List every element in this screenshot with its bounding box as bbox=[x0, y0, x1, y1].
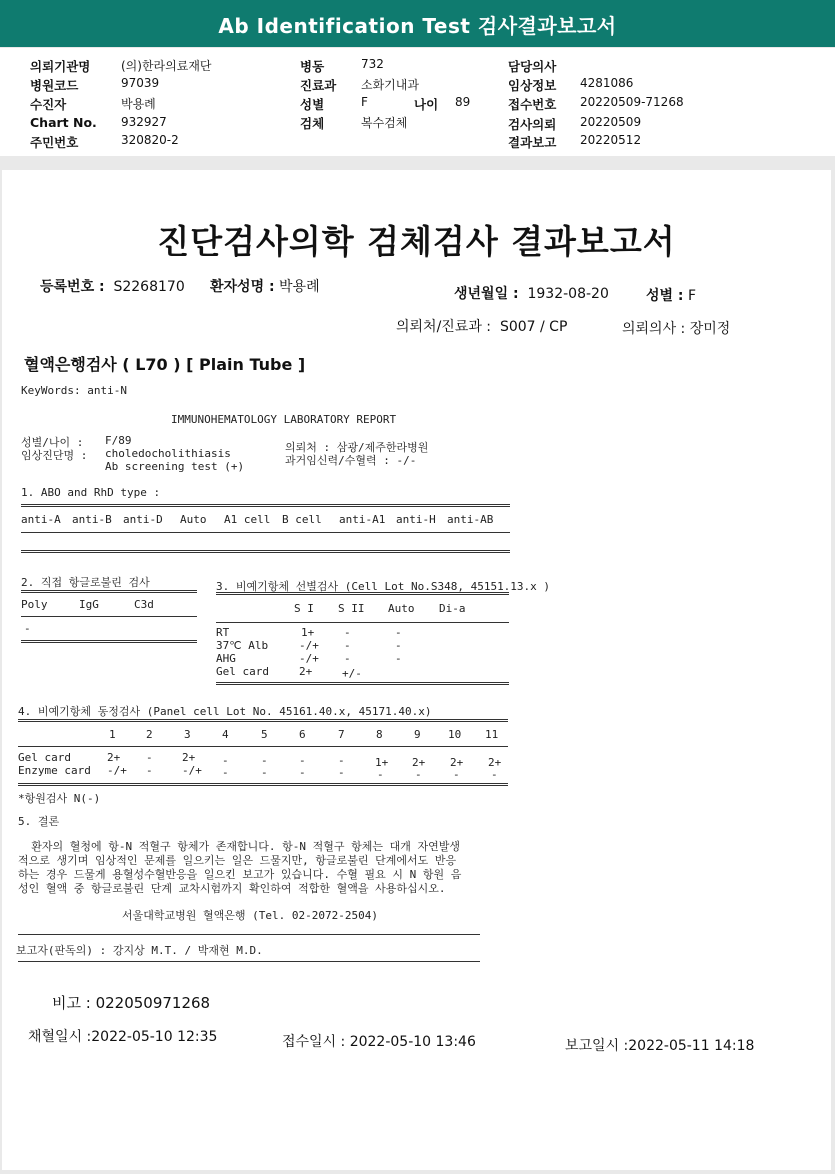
request-dept-label: 의뢰처/진료과 : bbox=[396, 319, 492, 335]
panel-row-label: Gel card bbox=[18, 751, 71, 764]
patient-sex-value: F bbox=[687, 288, 697, 304]
section-4-title: 4. 비예기항체 동정검사 (Panel cell Lot No. 45161.40.x, 45171.40.x) bbox=[18, 705, 432, 718]
birth-date-value: 1932-08-20 bbox=[527, 286, 609, 302]
info-value: 복수검체 bbox=[361, 116, 408, 130]
panel-col: 2 bbox=[146, 728, 153, 741]
birth-date bbox=[454, 283, 609, 303]
divider bbox=[21, 550, 510, 553]
conclusion-line: 환자의 혈청에 항-N 적혈구 항체가 존재합니다. 항-N 적혈구 항체는 대개 자연발생 bbox=[18, 840, 460, 853]
divider bbox=[18, 783, 508, 786]
info-label: 검사의뢰 bbox=[508, 117, 557, 132]
screen-cell: - bbox=[395, 626, 402, 639]
panel-cell: - bbox=[222, 766, 229, 779]
panel-cell: - bbox=[377, 768, 384, 781]
test-title: 혈액은행검사 ( L70 ) [ Plain Tube ] bbox=[24, 355, 306, 374]
request-doctor bbox=[622, 318, 730, 338]
section-3-title: 3. 비예기항체 선별검사 (Cell Lot No.S348, 45151.13.x ) bbox=[216, 580, 551, 593]
panel-cell: - bbox=[491, 768, 498, 781]
reporter: 보고자(판독의) : 강지상 M.T. / 박재현 M.D. bbox=[16, 944, 263, 957]
screen-row-label: RT bbox=[216, 626, 230, 639]
screen-cell: +/- bbox=[342, 667, 362, 680]
dat-col: C3d bbox=[134, 598, 154, 611]
reg-no bbox=[40, 276, 185, 296]
panel-col: 10 bbox=[448, 728, 462, 741]
patient-info-panel bbox=[0, 48, 835, 156]
patient-name-label: 환자성명 : bbox=[210, 279, 275, 295]
antigen-result: *항원검사 N(-) bbox=[18, 792, 101, 805]
dat-col: Poly bbox=[21, 598, 48, 611]
panel-col: 7 bbox=[338, 728, 345, 741]
info-label: 접수번호 bbox=[508, 97, 557, 112]
page-title: Ab Identification Test 검사결과보고서 bbox=[218, 14, 617, 38]
divider bbox=[18, 934, 480, 935]
report-document bbox=[2, 170, 831, 1170]
report-title: 진단검사의학 검체검사 결과보고서 bbox=[157, 222, 676, 261]
sex-age-label: 성별/나이 : bbox=[21, 436, 84, 449]
screen-row-label: Gel card bbox=[216, 665, 269, 678]
info-label: 임상정보 bbox=[508, 78, 557, 93]
birth-date-label: 생년월일 : bbox=[454, 286, 519, 302]
panel-col: 4 bbox=[222, 728, 229, 741]
panel-cell: - bbox=[146, 764, 153, 777]
blood-bank: 서울대학교병원 혈액은행 (Tel. 02-2072-2504) bbox=[122, 909, 378, 922]
info-value: F bbox=[361, 95, 368, 109]
panel-cell: - bbox=[222, 754, 229, 767]
panel-cell: - bbox=[146, 751, 153, 764]
info-value: 소화기내과 bbox=[361, 78, 419, 92]
sex-age-value: F/89 bbox=[105, 434, 132, 447]
info-label: 수진자 bbox=[30, 97, 67, 112]
panel-cell: 2+ bbox=[412, 756, 426, 769]
info-label: 담당의사 bbox=[508, 59, 557, 74]
panel-row-label: Enzyme card bbox=[18, 764, 91, 777]
abo-col: anti-D bbox=[123, 513, 163, 526]
panel-col: 8 bbox=[376, 728, 383, 741]
diagnosis-label: 임상진단명 : bbox=[21, 449, 88, 462]
lab-report-title: IMMUNOHEMATOLOGY LABORATORY REPORT bbox=[171, 413, 397, 426]
request-dept bbox=[396, 316, 567, 336]
screen-cell: 1+ bbox=[301, 626, 315, 639]
dat-col: IgG bbox=[79, 598, 99, 611]
collect-datetime: 채혈일시 :2022-05-10 12:35 bbox=[28, 1029, 218, 1045]
screen-row-label: 37℃ Alb bbox=[216, 639, 269, 652]
info-value: 4281086 bbox=[580, 76, 634, 90]
info-label: 성별 bbox=[300, 97, 325, 112]
section-5-title: 5. 결론 bbox=[18, 815, 60, 828]
panel-cell: - bbox=[415, 768, 422, 781]
receive-datetime: 접수일시 : 2022-05-10 13:46 bbox=[282, 1034, 476, 1050]
request-hospital: 의뢰처 : 삼광/제주한라병원 bbox=[285, 441, 429, 454]
patient-sex bbox=[646, 285, 696, 305]
patient-name-value: 박용례 bbox=[279, 279, 320, 295]
abo-col: anti-A bbox=[21, 513, 61, 526]
info-value: 732 bbox=[361, 57, 384, 71]
panel-col: 6 bbox=[299, 728, 306, 741]
divider bbox=[18, 719, 508, 722]
panel-cell: 2+ bbox=[488, 756, 502, 769]
remark: 비고 : 022050971268 bbox=[52, 994, 211, 1012]
reg-no-value: S2268170 bbox=[113, 279, 185, 295]
panel-cell: 2+ bbox=[107, 751, 121, 764]
info-value: 932927 bbox=[121, 115, 167, 129]
info-label: Chart No. bbox=[30, 115, 97, 130]
abo-col: anti-A1 bbox=[339, 513, 386, 526]
panel-col: 11 bbox=[485, 728, 499, 741]
divider bbox=[21, 590, 197, 593]
info-value: 20220512 bbox=[580, 133, 642, 147]
screen-col: Auto bbox=[388, 602, 415, 615]
info-label: 주민번호 bbox=[30, 135, 79, 150]
info-value: 20220509-71268 bbox=[580, 95, 684, 109]
panel-cell: 2+ bbox=[450, 756, 464, 769]
abo-col: A1 cell bbox=[224, 513, 271, 526]
screen-col: S I bbox=[294, 602, 314, 615]
divider bbox=[21, 616, 197, 617]
screen-cell: -/+ bbox=[299, 639, 319, 652]
panel-col: 9 bbox=[414, 728, 421, 741]
panel-col: 3 bbox=[184, 728, 191, 741]
info-value: (의)한라의료재단 bbox=[121, 59, 212, 73]
panel-cell: - bbox=[338, 766, 345, 779]
screen-cell: - bbox=[395, 652, 402, 665]
info-value: 89 bbox=[455, 95, 471, 109]
screen-cell: -/+ bbox=[299, 652, 319, 665]
info-label: 결과보고 bbox=[508, 135, 557, 150]
section-2-title: 2. 직접 항글로불린 검사 bbox=[21, 576, 150, 589]
divider bbox=[216, 622, 509, 623]
screen-cell: - bbox=[344, 639, 351, 652]
divider bbox=[18, 746, 508, 747]
panel-cell: - bbox=[299, 766, 306, 779]
screen-col: Di-a bbox=[439, 602, 466, 615]
info-label: 진료과 bbox=[300, 78, 337, 93]
panel-cell: 2+ bbox=[182, 751, 196, 764]
screen-row-label: AHG bbox=[216, 652, 236, 665]
info-value: 320820-2 bbox=[121, 133, 179, 147]
divider bbox=[21, 532, 510, 533]
info-label: 병원코드 bbox=[30, 78, 79, 93]
divider bbox=[216, 682, 509, 685]
divider bbox=[18, 961, 480, 962]
panel-col: 5 bbox=[261, 728, 268, 741]
info-value: 97039 bbox=[121, 76, 160, 90]
screen-col: S II bbox=[338, 602, 365, 615]
conclusion-line: 성인 혈액 중 항글로불린 단계 교차시험까지 확인하여 적합한 혈액을 사용하십시오. bbox=[18, 882, 446, 895]
info-label: 병동 bbox=[300, 59, 325, 74]
diagnosis-1: choledocholithiasis bbox=[105, 447, 231, 460]
abo-col: anti-AB bbox=[447, 513, 494, 526]
patient-name bbox=[210, 276, 320, 296]
abo-col: anti-H bbox=[396, 513, 436, 526]
diagnosis-2: Ab screening test (+) bbox=[105, 460, 245, 473]
title-banner bbox=[0, 0, 835, 47]
request-doctor-value: 장미정 bbox=[689, 321, 731, 337]
panel-cell: -/+ bbox=[107, 764, 127, 777]
request-doctor-label: 의뢰의사 : bbox=[622, 321, 686, 337]
panel-cell: -/+ bbox=[182, 764, 202, 777]
reg-no-label: 등록번호 : bbox=[40, 279, 105, 295]
patient-sex-label: 성별 : bbox=[646, 288, 684, 304]
screen-cell: - bbox=[344, 626, 351, 639]
panel-cell: 1+ bbox=[375, 756, 389, 769]
divider bbox=[21, 640, 197, 643]
screen-cell: - bbox=[395, 639, 402, 652]
section-1-title: 1. ABO and RhD type : bbox=[21, 486, 161, 499]
info-label: 나이 bbox=[414, 97, 439, 112]
panel-col: 1 bbox=[109, 728, 116, 741]
panel-cell: - bbox=[299, 754, 306, 767]
divider bbox=[21, 504, 510, 507]
dat-value: - bbox=[24, 622, 31, 635]
abo-col: Auto bbox=[180, 513, 207, 526]
panel-cell: - bbox=[261, 754, 268, 767]
info-value: 20220509 bbox=[580, 115, 642, 129]
panel-cell: - bbox=[261, 766, 268, 779]
abo-col: B cell bbox=[282, 513, 322, 526]
conclusion-line: 하는 경우 드물게 용혈성수혈반응을 일으킨 보고가 있습니다. 수혈 필요 시 N 항원 음 bbox=[18, 868, 462, 881]
history-line: 과거임신력/수혈력 : -/- bbox=[285, 454, 417, 467]
info-label: 검체 bbox=[300, 116, 325, 131]
report-datetime: 보고일시 :2022-05-11 14:18 bbox=[565, 1038, 755, 1054]
request-dept-value: S007 / CP bbox=[499, 319, 568, 335]
screen-cell: 2+ bbox=[299, 665, 313, 678]
screen-cell: - bbox=[344, 652, 351, 665]
panel-cell: - bbox=[453, 768, 460, 781]
panel-cell: - bbox=[338, 754, 345, 767]
divider bbox=[216, 592, 509, 595]
keywords: KeyWords: anti-N bbox=[21, 384, 127, 397]
info-value: 박용례 bbox=[121, 97, 156, 111]
conclusion-line: 적으로 생기며 임상적인 문제를 일으키는 일은 드물지만, 항글로불린 단계에서도 반응 bbox=[18, 854, 457, 867]
abo-col: anti-B bbox=[72, 513, 112, 526]
info-label: 의뢰기관명 bbox=[30, 59, 91, 74]
